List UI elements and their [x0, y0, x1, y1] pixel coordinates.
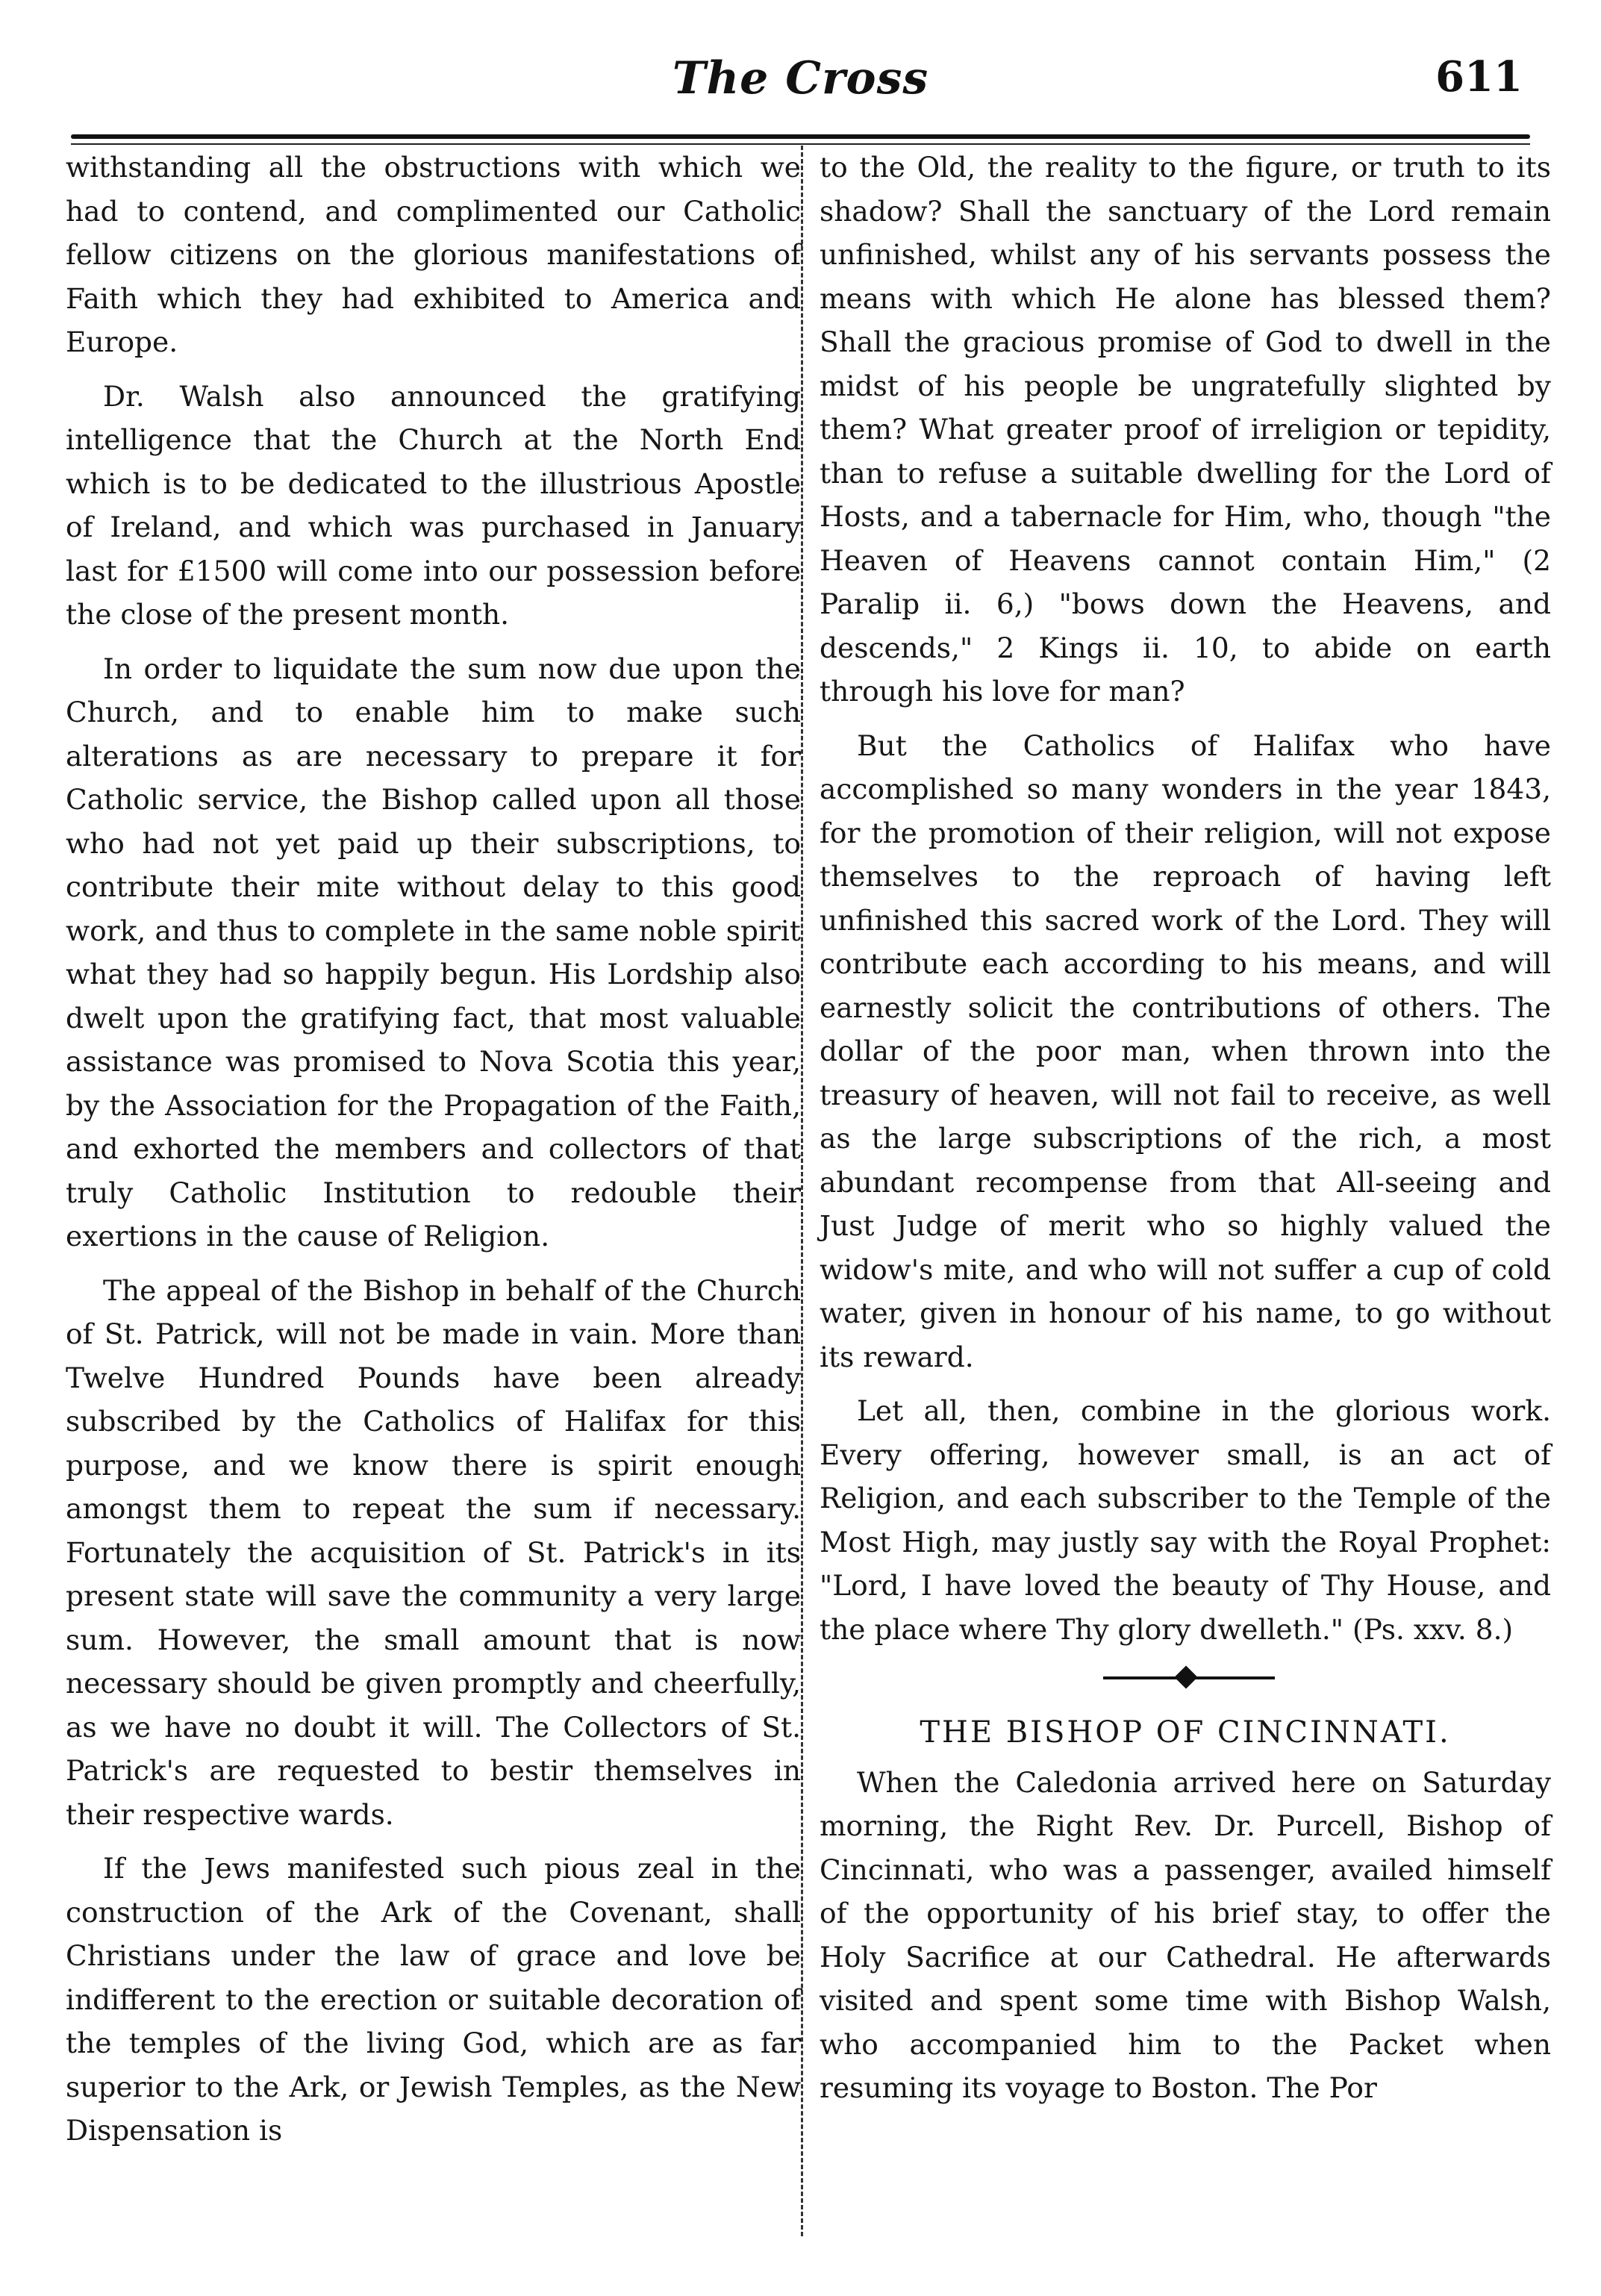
paragraph: If the Jews manifested such pious zeal in the construction of the Ark of the Covenant, shall Christians under the law of grace and love be indifferent to the erection or suitable decoration of the temples of the living God, which are as far superior to the Ark, or Jewish Temples, as the New Dispensation is	[66, 1852, 801, 2147]
paragraph: When the Caledonia arrived here on Saturday morning, the Right Rev. Dr. Purcell, Bishop of Cincinnati, who was a passenger, availed himself of the opportunity of his brief stay, to offer the Holy Sacrifice at our Cathedral. He afterwards visited and spent some time with Bishop Walsh, who accompanied him to the Packet when resuming its voyage to Boston. The Por	[820, 1765, 1551, 2104]
paragraph: In order to liquidate the sum now due upon the Church, and to enable him to make such alterations as are necessary to prepare it for Catholic service, the Bishop called upon all those who had not yet paid up their subscriptions, to contribute their mite without delay to this good work, and thus to complete in the same noble spirit what they had so happily begun. His Lordship also dwelt upon the gratifying fact, that most valuable assistance was promised to Nova Scotia this year, by the Association for the Propagation of the Faith, and exhorted the members and collectors of that truly Catholic Institution to redouble their exertions in the cause of Religion.	[66, 652, 801, 1252]
left-column	[66, 146, 801, 2153]
page-number: 611	[1435, 52, 1523, 102]
paragraph: But the Catholics of Halifax who have accomplished so many wonders in the year 1843, for the promotion of their religion, will not expose themselves to the reproach of having left unfinished this sacred work of the Lord. They will contribute each according to his means, and will earnestly solicit the contributions of others. The dollar of the poor man, when thrown into the treasury of heaven, will not fail to receive, as well as the large subscriptions of the rich, a most abundant recompense from that All-seeing and Just Judge of merit who so highly valued the widow's mite, and who will not suffer a cup of cold water, given in honour of his name, to go without its reward.	[820, 729, 1551, 1373]
header-rule	[71, 134, 1530, 139]
right-column	[820, 146, 1551, 2110]
column-divider	[801, 146, 803, 2236]
header-rule-secondary	[71, 143, 1530, 145]
paragraph: withstanding all the obstructions with which we had to contend, and complimented our Catholic fellow citizens on the glorious manifestations of Faith which they had exhibited to America and Europe.	[66, 151, 801, 358]
paragraph: to the Old, the reality to the figure, or truth to its shadow? Shall the sanctuary of the Lord remain unfinished, whilst any of his servants possess the means with which He alone has blessed them? Shall the gracious promise of God to dwell in the midst of his people be ungratefully slighted by them? What greater proof of irreligion or tepidity, than to refuse a suitable dwelling for the Lord of Hosts, and a tabernacle for Him, who, though "the Heaven of Heavens cannot contain Him," (2 Paralip ii. 6,) "bows down the Heavens, and descends," 2 Kings ii. 10, to abide on earth through his love for man?	[820, 151, 1551, 708]
paragraph: Dr. Walsh also announced the gratifying intelligence that the Church at the North End which is to be dedicated to the illustrious Apostle of Ireland, and which was purchased in January last for £1500 will come into our possession before the close of the present month.	[66, 379, 801, 631]
paragraph: The appeal of the Bishop in behalf of the Church of St. Patrick, will not be made in vain. More than Twelve Hundred Pounds have been already subscribed by the Catholics of Halifax for this purpose, and we know there is spirit enough amongst them to repeat the sum if necessary. Fortunately the acquisition of St. Patrick's in its present state will save the community a very large sum. However, the small amount that is now necessary should be given promptly and cheerfully, as we have no doubt it will. The Collectors of St. Patrick's are requested to bestir themselves in their respective wards.	[66, 1273, 801, 1831]
section-ornament	[820, 1651, 1551, 1703]
page-header	[0, 37, 1601, 127]
ornament-diamond-icon	[1174, 1665, 1197, 1688]
article-heading: THE BISHOP OF CINCINNATI.	[920, 1715, 1451, 1750]
running-title: The Cross	[672, 52, 929, 104]
paragraph: Let all, then, combine in the glorious work. Every offering, however small, is an act of Religion, and each subscriber to the Temple of the Most High, may justly say with the Royal Prophet: "Lord, I have loved the beauty of Thy House, and the place where Thy glory dwelleth." (Ps. xxv. 8.)	[820, 1394, 1551, 1646]
